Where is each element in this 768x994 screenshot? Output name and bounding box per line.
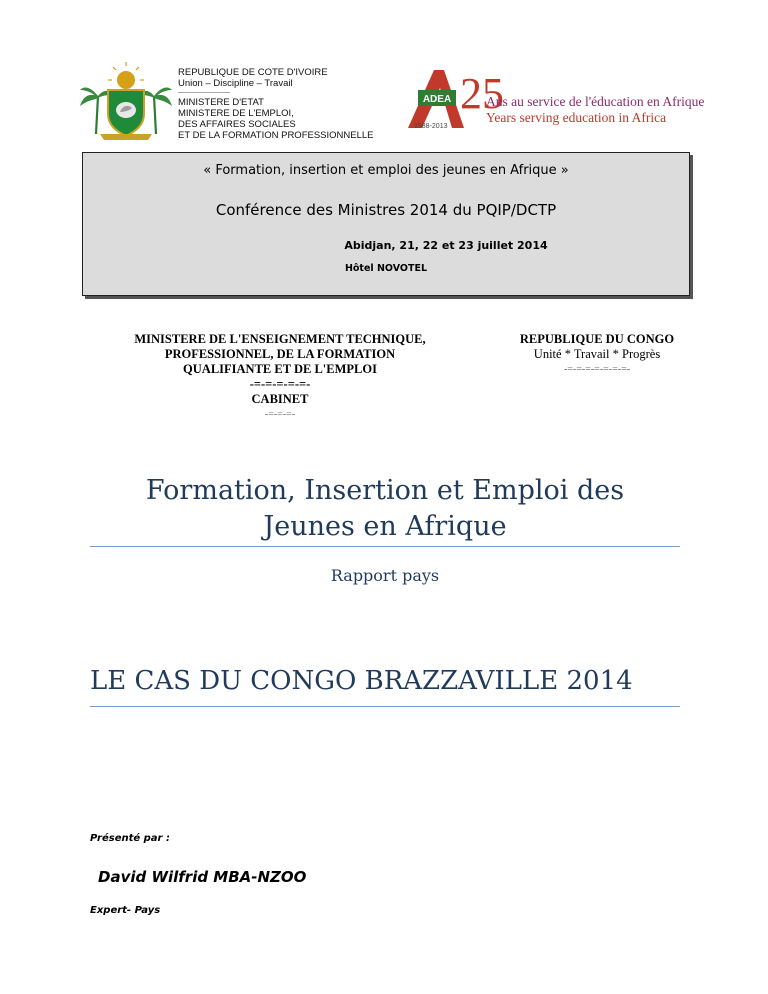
case-divider bbox=[90, 706, 680, 707]
document-title bbox=[90, 473, 680, 545]
presenter-name: David Wilfrid MBA-NZOO bbox=[98, 868, 307, 886]
conference-banner bbox=[82, 152, 690, 296]
ministry-header bbox=[105, 332, 455, 422]
republic-congo-motto: Unité * Travail * Progrès bbox=[533, 347, 661, 361]
ministry-separator: -=-=-=- bbox=[264, 409, 296, 420]
ministry-separator: -=-=-=-=-=- bbox=[249, 377, 311, 391]
case-title: LE CAS DU CONGO BRAZZAVILLE 2014 bbox=[90, 666, 633, 696]
document-subtitle: Rapport pays bbox=[330, 566, 440, 585]
ci-line: Union – Discipline – Travail bbox=[178, 78, 293, 89]
ci-line: REPUBLIQUE DE COTE D'IVOIRE bbox=[178, 67, 328, 78]
cote-divoire-coat-of-arms bbox=[78, 62, 174, 142]
adea-logo-text: ADEA bbox=[422, 94, 452, 105]
conference-hotel: Hôtel NOVOTEL bbox=[344, 263, 428, 274]
ci-line: MINISTERE D'ETAT bbox=[178, 97, 264, 108]
title-divider bbox=[90, 546, 680, 547]
cote-divoire-header-text bbox=[178, 67, 374, 141]
ministry-cabinet: CABINET bbox=[251, 392, 309, 406]
ci-line: -------------------------- bbox=[178, 90, 230, 96]
republic-congo-separator: -=-=-=-=-=-=-=- bbox=[563, 364, 631, 375]
document-title-line: Formation, Insertion et Emploi des bbox=[145, 475, 625, 506]
presenter-role: Expert- Pays bbox=[90, 905, 161, 916]
republic-congo-title: REPUBLIQUE DU CONGO bbox=[519, 332, 675, 346]
ci-line: DES AFFAIRES SOCIALES bbox=[178, 119, 296, 130]
ministry-line: QUALIFIANTE ET DE L'EMPLOI bbox=[183, 362, 377, 376]
document-title-line: Jeunes en Afrique bbox=[263, 511, 507, 542]
ministry-line: MINISTERE DE L'ENSEIGNEMENT TECHNIQUE, bbox=[134, 332, 426, 346]
adea-tagline-en: Years serving education in Africa bbox=[486, 110, 667, 125]
ci-line: MINISTERE DE L'EMPLOI, bbox=[178, 108, 294, 119]
conference-title: « Formation, insertion et emploi des jeunes en Afrique » bbox=[203, 163, 569, 178]
presented-by-label: Présenté par : bbox=[90, 833, 170, 844]
conference-place: Abidjan, 21, 22 et 23 juillet 2014 bbox=[344, 239, 548, 252]
adea-tagline-fr: Ans au service de l'éducation en Afrique bbox=[486, 94, 705, 109]
ci-line: ET DE LA FORMATION PROFESSIONNELLE bbox=[178, 130, 374, 141]
adea-25-number: 25 bbox=[460, 69, 504, 118]
republic-congo-header bbox=[482, 332, 712, 377]
ministry-line: PROFESSIONNEL, DE LA FORMATION bbox=[164, 347, 396, 361]
adea-years: 1988-2013 bbox=[414, 123, 448, 130]
conference-subtitle: Conférence des Ministres 2014 du PQIP/DCTP bbox=[215, 201, 557, 219]
